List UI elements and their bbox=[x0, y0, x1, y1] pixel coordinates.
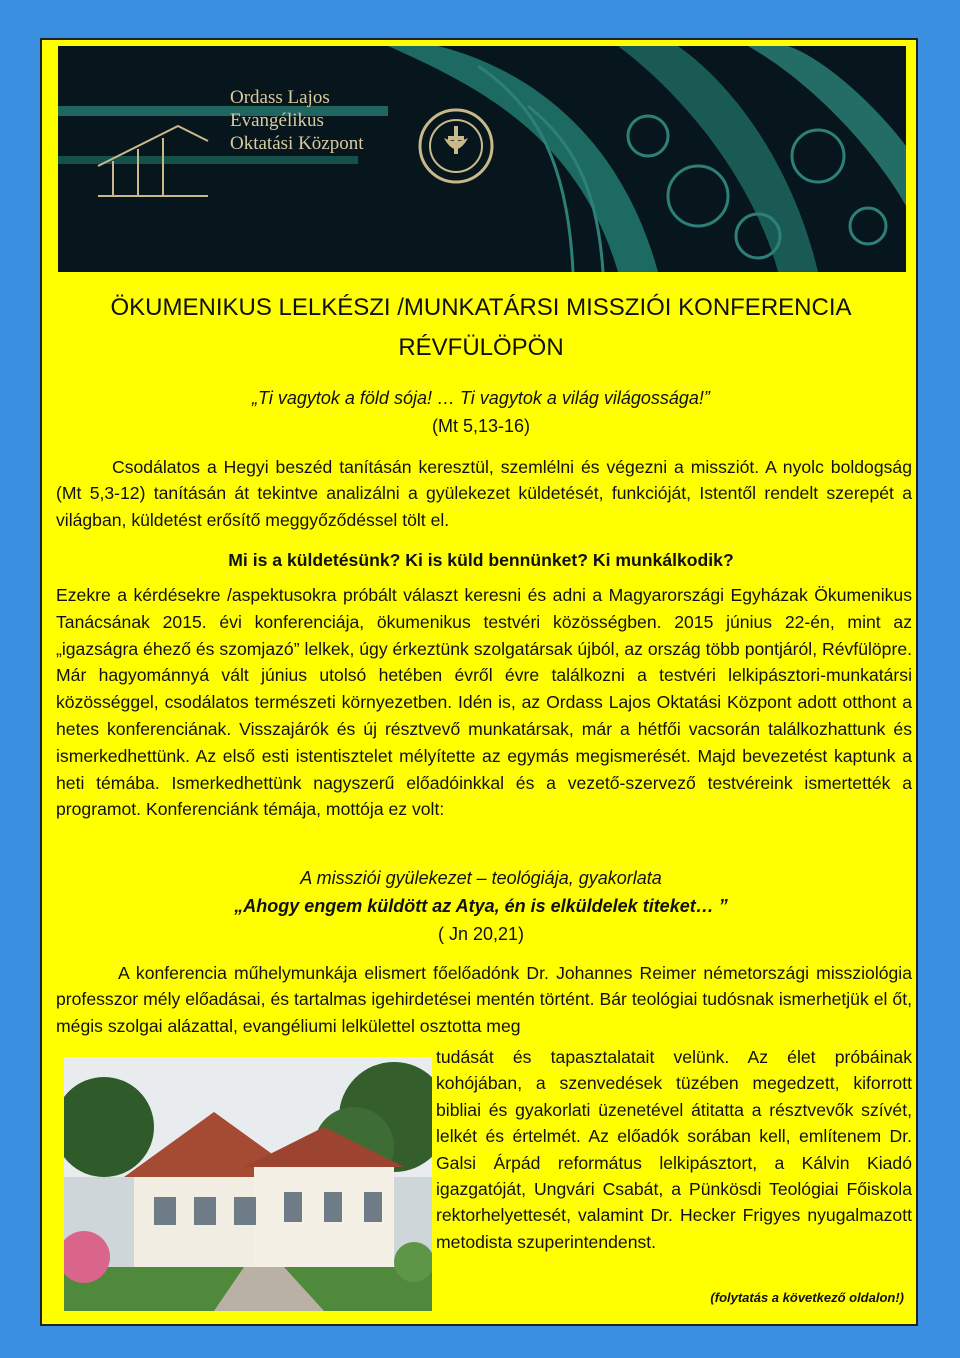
title-line1: ÖKUMENIKUS LELKÉSZI /MUNKATÁRSI MISSZIÓI KONFERENCIA bbox=[110, 294, 852, 321]
paragraph-speakers-intro: A konferencia műhelymunkája elismert főelőadónk Dr. Johannes Reimer németországi missziológia professzor mély előadásai, és tartalmas igehirdetései mentén történt. Bár teológiai tudósnak ismerhetjük el őt, mégis szolgai alázattal, evangéliumi lelkülettel osztotta meg bbox=[56, 963, 912, 1036]
title-line2: RÉVFÜLÖPÖN bbox=[398, 334, 564, 361]
paragraph-speakers-column: tudását és tapasztalatait velünk. Az élet próbáinak kohójában, a szenvedések tüzében megedzett, kiforrott bibliai és gyakorlati üzenetével átitatta a résztvevők szívét, lelkét és értelmét. Az előadók sorában kell, említenem Dr. Galsi Árpád református lelkipásztort, a Kálvin Kiadó igazgatóját, Ungvári Csabát, a Pünkösdi Teológiai Főiskola rektorhelyettesét, valamint Dr. Hecker Frigyes nyugalmazott metodista szuperintendenst. bbox=[436, 1047, 912, 1252]
logo-text bbox=[230, 86, 364, 155]
flyer-page bbox=[40, 38, 918, 1326]
logo-line3: Oktatási Központ bbox=[230, 133, 364, 154]
motto: „Ti vagytok a föld sója! … Ti vagytok a világ világossága!” bbox=[252, 388, 710, 408]
logo-line2: Evangélikus bbox=[230, 110, 324, 131]
theme-line2: „Ahogy engem küldött az Atya, én is elküldelek titeket… ” bbox=[234, 896, 728, 916]
paragraph-conference: Ezekre a kérdésekre /aspektusokra próbált választ keresni és adni a Magyarországi Egyházak Ökumenikus Tanácsának 2015. évi konferenciája, ökumenikus testvéri közösségben. 2015 június 22-én, mint az „igazságra éhező és szomjazó” lelkek, úgy érkeztünk szolgatársak újból, az ország több pontjáról, Révfülöpre. Már hagyománnyá vált június utolsó hetében évről évre találkozni a testvéri lelkipásztori-munkatársi közösséggel, csodálatos természeti környezetben. Idén is, az Ordass Lajos Oktatási Központ adott otthont a hetes konferenciának. Visszajárók és új résztvevő munkatársak, már a hétfői vacsorán találkozhattunk és ismerkedhettünk. Az első esti istentisztelet mélyítette az egymás megismerését. Majd bevezetést kaptunk a heti témába. Ismerkedhettünk nagyszerű előadóinkkal és a vezető-szervező testvéreink ismertették a programot. Konferenciánk témája, mottója ez volt: bbox=[56, 585, 912, 820]
theme-ref: ( Jn 20,21) bbox=[437, 924, 525, 944]
questions: Mi is a küldetésünk? Ki is küld bennünket? Ki munkálkodik? bbox=[228, 550, 734, 570]
motto-ref: (Mt 5,13-16) bbox=[431, 416, 531, 436]
banner-photo bbox=[58, 46, 906, 272]
theme-line1: A missziói gyülekezet – teológiája, gyakorlata bbox=[300, 868, 662, 888]
logo-line1: Ordass Lajos bbox=[230, 87, 330, 108]
continued-note: (folytatás a következő oldalon!) bbox=[710, 1290, 904, 1305]
paragraph-intro: Csodálatos a Hegyi beszéd tanításán keresztül, szemlélni és végezni a missziót. A nyolc boldogság (Mt 5,3-12) tanításán át tekintve analizálni a gyülekezet küldetését, funkcióját, Istentől rendelt szerepét a világban, küldetést erősítő meggyőződéssel tölt el. bbox=[56, 457, 912, 530]
conference-center-photo bbox=[64, 1057, 432, 1311]
